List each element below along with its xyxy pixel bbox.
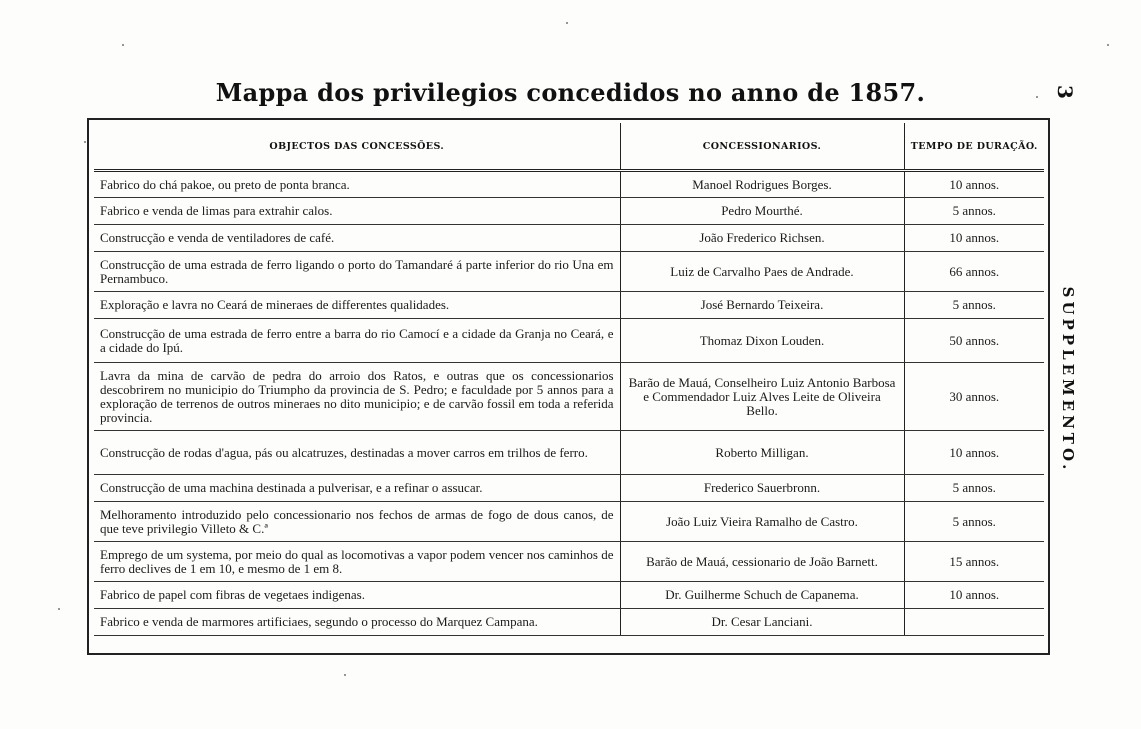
object-cell: Construcção de uma machina destinada a pulverisar, e a refinar o assucar. bbox=[94, 475, 620, 502]
scan-speck bbox=[566, 22, 568, 24]
table-row bbox=[94, 198, 1044, 225]
duration-cell: 10 annos. bbox=[904, 431, 1044, 475]
duration-cell: 66 annos. bbox=[904, 252, 1044, 292]
object-cell: Fabrico e venda de limas para extrahir calos. bbox=[94, 198, 620, 225]
page-number: 3 bbox=[1053, 85, 1077, 99]
table-row bbox=[94, 171, 1044, 198]
object-cell: Fabrico do chá pakoe, ou preto de ponta branca. bbox=[94, 171, 620, 198]
table-header-row bbox=[94, 123, 1044, 171]
duration-cell: 10 annos. bbox=[904, 582, 1044, 609]
grantee-cell: Roberto Milligan. bbox=[620, 431, 904, 475]
scan-speck bbox=[344, 674, 346, 676]
duration-cell: 5 annos. bbox=[904, 198, 1044, 225]
scan-speck bbox=[84, 141, 86, 143]
scan-speck bbox=[58, 608, 60, 610]
object-cell: Construcção e venda de ventiladores de café. bbox=[94, 225, 620, 252]
grantee-cell: José Bernardo Teixeira. bbox=[620, 292, 904, 319]
page-title: Mappa dos privilegios concedidos no anno de 1857. bbox=[215, 78, 926, 107]
header-duration: TEMPO DE DURAÇÃO. bbox=[904, 123, 1044, 171]
duration-cell: 50 annos. bbox=[904, 319, 1044, 363]
duration-cell: 5 annos. bbox=[904, 292, 1044, 319]
object-cell: Fabrico e venda de marmores artificiaes, segundo o processo do Marquez Campana. bbox=[94, 609, 620, 636]
object-cell: Lavra da mina de carvão de pedra do arroio dos Ratos, e outras que os concessionarios descobrirem no municipio do Triumpho da provincia de S. Pedro; e faculdade por 5 annos para a exploração de terrenos de outros mineraes no dito municipio; e de carvão fossil em toda a referida provincia. bbox=[94, 363, 620, 431]
grantee-cell: Manoel Rodrigues Borges. bbox=[620, 171, 904, 198]
table-row bbox=[94, 431, 1044, 475]
grantee-cell: Pedro Mourthé. bbox=[620, 198, 904, 225]
object-cell: Construcção de uma estrada de ferro ligando o porto do Tamandaré á parte inferior do rio Una em Pernambuco. bbox=[94, 252, 620, 292]
duration-cell: 5 annos. bbox=[904, 502, 1044, 542]
header-grantees: CONCESSIONARIOS. bbox=[620, 123, 904, 171]
table-row bbox=[94, 475, 1044, 502]
header-objects: OBJECTOS DAS CONCESSÕES. bbox=[94, 123, 620, 171]
grantee-cell: Barão de Mauá, Conselheiro Luiz Antonio Barbosa e Commendador Luiz Alves Leite de Oliveira Bello. bbox=[620, 363, 904, 431]
object-cell: Construcção de uma estrada de ferro entre a barra do rio Camocí e a cidade da Granja no Ceará, e a cidade do Ipú. bbox=[94, 319, 620, 363]
grantee-cell: Dr. Guilherme Schuch de Capanema. bbox=[620, 582, 904, 609]
table-row bbox=[94, 542, 1044, 582]
grantee-cell: Thomaz Dixon Louden. bbox=[620, 319, 904, 363]
duration-cell: 10 annos. bbox=[904, 225, 1044, 252]
duration-cell: 15 annos. bbox=[904, 542, 1044, 582]
duration-cell: 10 annos. bbox=[904, 171, 1044, 198]
duration-cell: 5 annos. bbox=[904, 475, 1044, 502]
object-cell: Emprego de um systema, por meio do qual as locomotivas a vapor podem vencer nos caminhos de ferro declives de 1 em 10, e mesmo de 1 em 8. bbox=[94, 542, 620, 582]
table-row bbox=[94, 609, 1044, 636]
table-row bbox=[94, 502, 1044, 542]
grantee-cell: Frederico Sauerbronn. bbox=[620, 475, 904, 502]
object-cell: Exploração e lavra no Ceará de mineraes de differentes qualidades. bbox=[94, 292, 620, 319]
table-row bbox=[94, 225, 1044, 252]
table-row bbox=[94, 252, 1044, 292]
object-cell: Construcção de rodas d'agua, pás ou alcatruzes, destinadas a mover carros em trilhos de ferro. bbox=[94, 431, 620, 475]
table-row bbox=[94, 319, 1044, 363]
table-row bbox=[94, 363, 1044, 431]
grantee-cell: Luiz de Carvalho Paes de Andrade. bbox=[620, 252, 904, 292]
grantee-cell: João Frederico Richsen. bbox=[620, 225, 904, 252]
duration-cell bbox=[904, 609, 1044, 636]
table-row bbox=[94, 292, 1044, 319]
grantee-cell: Barão de Mauá, cessionario de João Barnett. bbox=[620, 542, 904, 582]
duration-cell: 30 annos. bbox=[904, 363, 1044, 431]
side-running-head: SUPPLEMENTO. bbox=[1059, 286, 1077, 474]
privileges-table bbox=[94, 123, 1044, 636]
grantee-cell: Dr. Cesar Lanciani. bbox=[620, 609, 904, 636]
grantee-cell: João Luiz Vieira Ramalho de Castro. bbox=[620, 502, 904, 542]
object-cell: Melhoramento introduzido pelo concessionario nos fechos de armas de fogo de dous canos, de que teve privilegio Villeto & C.ª bbox=[94, 502, 620, 542]
object-cell: Fabrico de papel com fibras de vegetaes indigenas. bbox=[94, 582, 620, 609]
scan-speck bbox=[1036, 96, 1038, 98]
table-row bbox=[94, 582, 1044, 609]
scan-speck bbox=[1107, 44, 1109, 46]
scan-speck bbox=[122, 44, 124, 46]
